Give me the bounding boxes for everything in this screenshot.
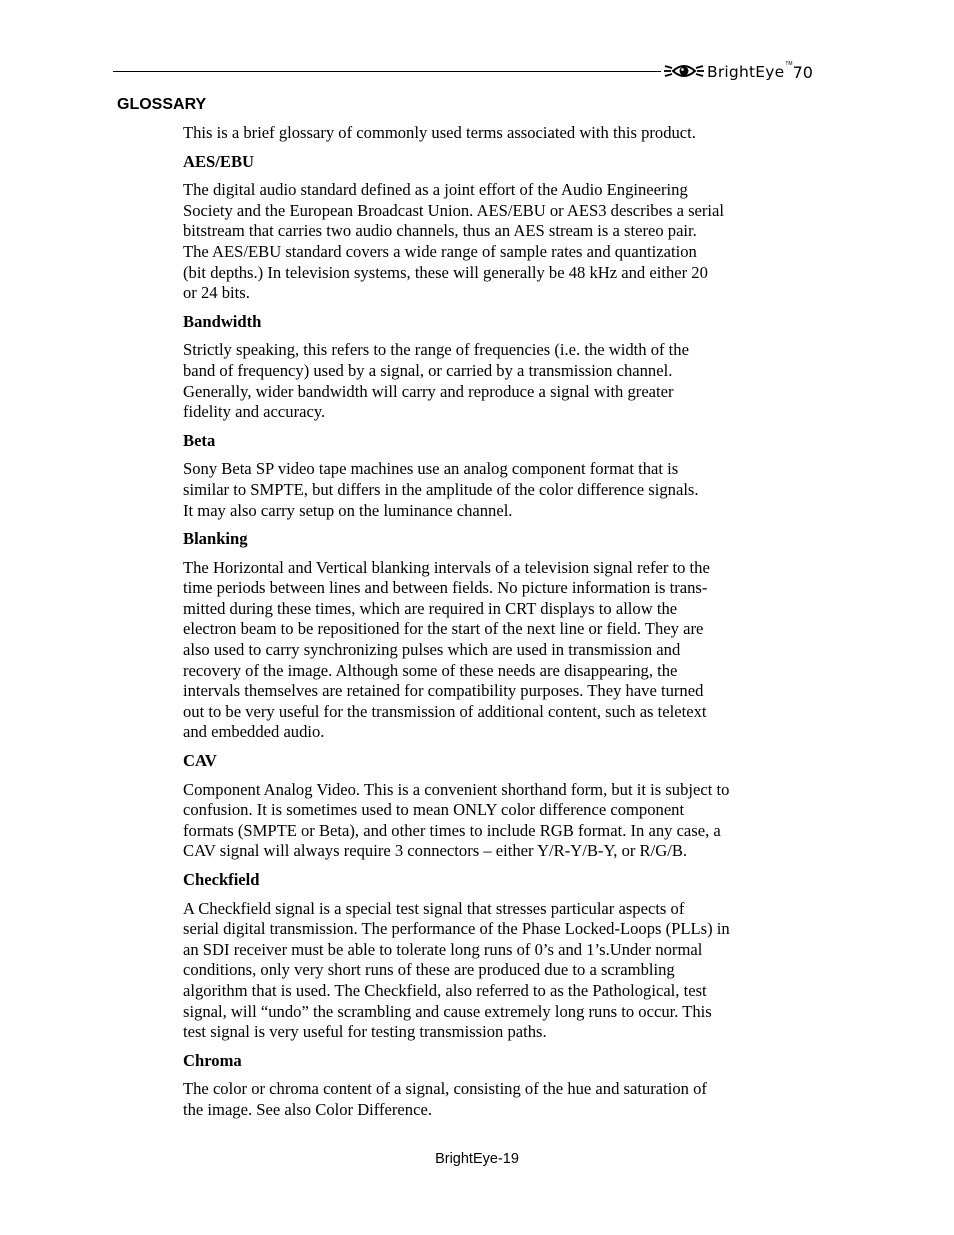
- definition-line: or 24 bits.: [183, 283, 250, 303]
- glossary-term: Bandwidth: [183, 311, 262, 331]
- definition-line: similar to SMPTE, but differs in the amplitude of the color difference signals.: [183, 479, 699, 499]
- glossary-term: Beta: [183, 430, 216, 450]
- definition-line: time periods between lines and between fields. No picture information is trans-: [183, 578, 708, 598]
- definition-line: an SDI receiver must be able to tolerate long runs of 0’s and 1’s.Under normal: [183, 939, 703, 959]
- definition-line: also used to carry synchronizing pulses which are used in transmission and: [183, 640, 681, 660]
- intro-text: This is a brief glossary of commonly used terms associated with this product.: [183, 123, 696, 142]
- definition-line: and embedded audio.: [183, 722, 325, 742]
- glossary-content: [183, 123, 843, 1129]
- logo-model: 70: [792, 62, 813, 82]
- definition-line: It may also carry setup on the luminance channel.: [183, 500, 513, 520]
- glossary-term: Checkfield: [183, 870, 260, 889]
- definition-line: The color or chroma content of a signal, consisting of the hue and saturation of: [183, 1079, 707, 1099]
- definition-line: bitstream that carries two audio channels, thus an AES stream is a stereo pair.: [183, 221, 697, 241]
- definition-line: out to be very useful for the transmission of additional content, such as teletext: [183, 701, 707, 721]
- glossary-definition: [183, 780, 843, 862]
- page-footer: BrightEye-19: [435, 1151, 519, 1167]
- definition-line: The Horizontal and Vertical blanking intervals of a television signal refer to the: [183, 557, 710, 577]
- definition-line: band of frequency) used by a signal, or carried by a transmission channel.: [183, 360, 673, 380]
- definition-line: the image. See also Color Difference.: [183, 1099, 432, 1119]
- glossary-term: Chroma: [183, 1050, 242, 1070]
- definition-line: fidelity and accuracy.: [183, 402, 326, 422]
- brighteye-logo: [664, 58, 813, 84]
- glossary-term: AES/EBU: [183, 151, 255, 171]
- definition-line: (bit depths.) In television systems, these will generally be 48 kHz and either 20: [183, 262, 708, 282]
- definition-line: intervals themselves are retained for compatibility purposes. They have turned: [183, 681, 704, 701]
- definition-line: conditions, only very short runs of these are produced due to a scrambling: [183, 960, 675, 980]
- section-title: GLOSSARY: [117, 96, 207, 113]
- definition-line: test signal is very useful for testing transmission paths.: [183, 1022, 547, 1042]
- glossary-definition: [183, 180, 843, 304]
- definition-line: Component Analog Video. This is a convenient shorthand form, but it is subject to: [183, 779, 730, 799]
- glossary-definition: [183, 459, 843, 521]
- header-rule: [113, 71, 661, 72]
- definition-line: confusion. It is sometimes used to mean ONLY color difference component: [183, 800, 685, 820]
- definition-line: A Checkfield signal is a special test signal that stresses particular aspects of: [183, 898, 685, 918]
- glossary-definition: [183, 1079, 843, 1120]
- glossary-term: CAV: [183, 751, 217, 771]
- definition-line: Sony Beta SP video tape machines use an analog component format that is: [183, 459, 679, 479]
- definition-line: The AES/EBU standard covers a wide range of sample rates and quantization: [183, 241, 697, 261]
- glossary-definition: [183, 558, 843, 743]
- logo-trademark: TM: [785, 61, 793, 67]
- definition-line: The digital audio standard defined as a joint effort of the Audio Engineering: [183, 180, 688, 200]
- definition-line: signal, will “undo” the scrambling and cause extremely long runs to occur. This: [183, 1001, 712, 1021]
- definition-line: CAV signal will always require 3 connectors – either Y/R-Y/B-Y, or R/G/B.: [183, 841, 688, 861]
- definition-line: algorithm that is used. The Checkfield, also referred to as the Pathological, test: [183, 980, 707, 1000]
- glossary-term: Blanking: [183, 529, 248, 549]
- eye-icon: [664, 60, 704, 82]
- glossary-definition: [183, 340, 843, 422]
- definition-line: Strictly speaking, this refers to the range of frequencies (i.e. the width of the: [183, 340, 689, 360]
- definition-line: Society and the European Broadcast Union. AES/EBU or AES3 describes a serial: [183, 200, 725, 220]
- glossary-entries: [183, 152, 843, 1121]
- definition-line: electron beam to be repositioned for the start of the next line or field. They are: [183, 619, 704, 639]
- definition-line: mitted during these times, which are required in CRT displays to allow the: [183, 598, 678, 618]
- definition-line: Generally, wider bandwidth will carry and reproduce a signal with greater: [183, 381, 674, 401]
- definition-line: recovery of the image. Although some of these needs are disappearing, the: [183, 660, 678, 680]
- definition-line: formats (SMPTE or Beta), and other times to include RGB format. In any case, a: [183, 820, 721, 840]
- definition-line: serial digital transmission. The performance of the Phase Locked-Loops (PLLs) in: [183, 919, 730, 939]
- glossary-definition: [183, 899, 843, 1043]
- logo-brand: BrightEye: [707, 63, 785, 81]
